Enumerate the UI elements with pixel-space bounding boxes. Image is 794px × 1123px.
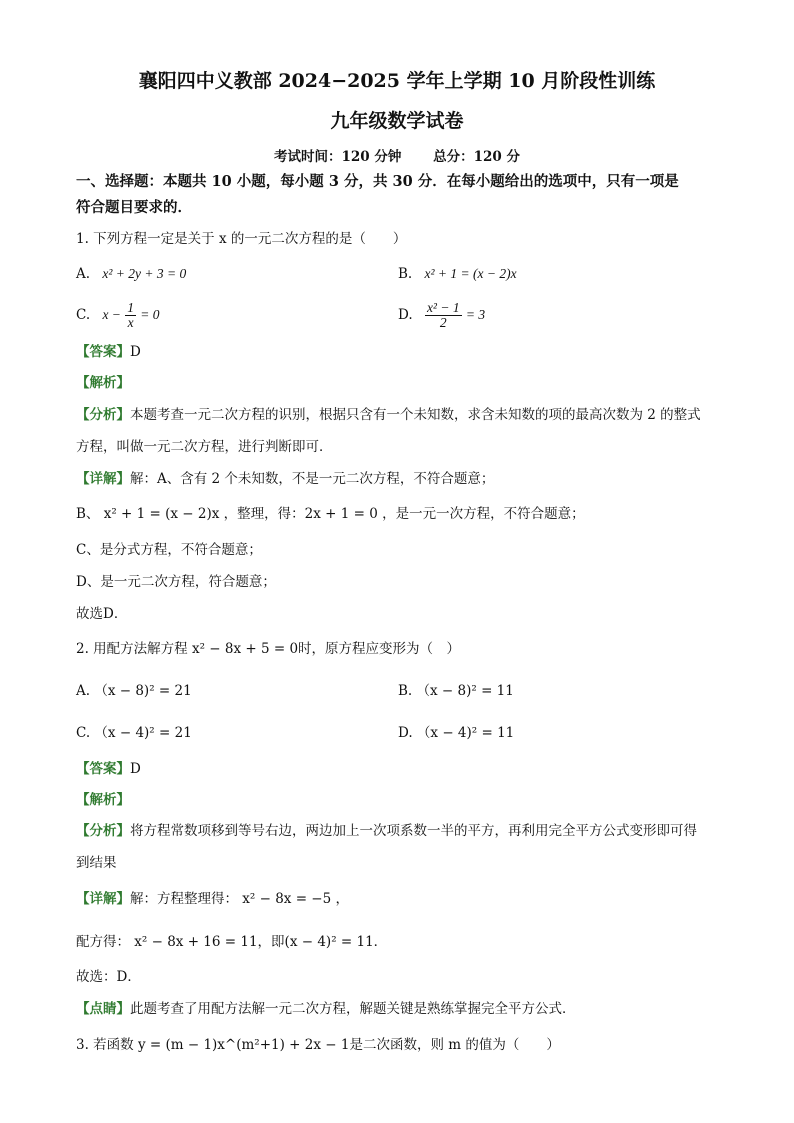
q1-option-d-denominator: 2 (439, 315, 447, 330)
q1-option-c-post: = 0 (140, 307, 160, 322)
q2-analysis-tag (76, 790, 130, 810)
q1-fenxi-tag: 【分析】 (76, 407, 130, 423)
q2-analysis-label: 【解析】 (76, 792, 130, 808)
q2-answer (76, 759, 141, 779)
q2-detail-line-1 (76, 889, 349, 909)
exam-info: 考试时间：120 分钟 总分：120 分 (274, 149, 520, 165)
q2-dianjing-text: 此题考查了用配方法解一元二次方程，解题关键是熟练掌握完全平方公式． (130, 1001, 576, 1017)
q2-answer-tag: 【答案】 (76, 761, 130, 777)
q1-option-c-label: C. (76, 307, 91, 323)
q1-option-d (398, 300, 485, 330)
q1-answer-value: D (130, 344, 141, 360)
q2-option-c: C. （x − 4)² = 21 (76, 725, 192, 741)
title-line-1: 襄阳四中义教部 2024−2025 学年上学期 10 月阶段性训练 (138, 70, 656, 92)
q2-detail-line-2: 配方得： x² − 8x + 16 = 11，即(x − 4)² = 11． (76, 934, 388, 950)
q1-detail-line-2: B、 x² + 1 = (x − 2)x ，整理，得：2x + 1 = 0 ，是一元一次方程，不符合题意； (76, 506, 585, 522)
section-heading-1: 一、选择题：本题共 10 小题，每小题 3 分，共 30 分．在每小题给出的选项中，只有一项是 (76, 173, 679, 190)
q2-fenxi-text-1: 将方程常数项移到等号右边，两边加上一次项系数一半的平方，再利用完全平方公式变形即可得 (130, 823, 697, 839)
q2-detail-tag: 【详解】 (76, 891, 130, 907)
q1-answer (76, 342, 141, 362)
q1-option-c-denominator: x (127, 315, 134, 330)
q1-detail-line-4: D、是一元二次方程，符合题意； (76, 574, 276, 590)
q1-option-d-numerator: x² − 1 (426, 300, 460, 315)
q1-option-c-numerator: 1 (127, 300, 134, 315)
q2-dianjing (76, 999, 576, 1019)
q1-fenxi-line-1 (76, 405, 701, 425)
q2-dianjing-tag: 【点睛】 (76, 1001, 130, 1017)
q1-option-a (76, 264, 186, 284)
q1-detail-tag: 【详解】 (76, 471, 130, 487)
section-heading-2: 符合题目要求的． (76, 199, 192, 216)
q1-option-b-label: B. (398, 266, 413, 282)
q1-answer-tag: 【答案】 (76, 344, 130, 360)
q1-option-c-pre: x − (102, 307, 121, 322)
title-line-2: 九年级数学试卷 (330, 110, 464, 132)
q1-analysis-tag (76, 373, 130, 393)
q2-option-a: A. （x − 8)² = 21 (76, 683, 192, 699)
q1-detail-line-5: 故选D． (76, 606, 128, 622)
q1-option-a-text: x² + 2y + 3 = 0 (102, 266, 187, 281)
q2-fenxi-line-1 (76, 821, 697, 841)
q2-detail-line-3: 故选：D． (76, 969, 141, 985)
q3-stem: 3. 若函数 y = (m − 1)x^(m²+1) + 2x − 1是二次函数，则 m 的值为（ ） (76, 1037, 560, 1053)
q1-option-c-fraction (125, 301, 136, 330)
q2-fenxi-tag: 【分析】 (76, 823, 130, 839)
q2-option-b: B. （x − 8)² = 11 (398, 683, 514, 699)
q2-answer-value: D (130, 761, 141, 777)
q1-option-d-post: = 3 (465, 307, 486, 322)
q1-stem: 1. 下列方程一定是关于 x 的一元二次方程的是（ ） (76, 231, 407, 247)
q1-option-d-fraction (425, 301, 462, 330)
q2-fenxi-line-2: 到结果 (76, 855, 117, 871)
q1-option-b-text: x² + 1 = (x − 2)x (424, 266, 517, 281)
q1-fenxi-text-1: 本题考查一元二次方程的识别，根据只含有一个未知数，求含未知数的项的最高次数为 2 的整式 (130, 407, 701, 423)
q1-option-a-label: A. (76, 266, 91, 282)
q1-analysis-label: 【解析】 (76, 375, 130, 391)
q2-detail-text-1: 解：方程整理得： x² − 8x = −5 ， (130, 891, 349, 907)
q1-option-b (398, 264, 517, 284)
q1-option-c (76, 300, 160, 330)
q1-detail-line-1 (76, 469, 494, 489)
q2-stem: 2. 用配方法解方程 x² − 8x + 5 = 0时，原方程应变形为（ ） (76, 641, 461, 657)
q1-option-d-label: D. (398, 307, 413, 323)
q1-fenxi-line-2: 方程，叫做一元二次方程，进行判断即可． (76, 439, 333, 455)
q1-detail-line-3: C、是分式方程，不符合题意； (76, 542, 262, 558)
q2-option-d: D. （x − 4)² = 11 (398, 725, 515, 741)
q1-detail-text-1: 解：A、含有 2 个未知数，不是一元二次方程，不符合题意； (130, 471, 495, 487)
